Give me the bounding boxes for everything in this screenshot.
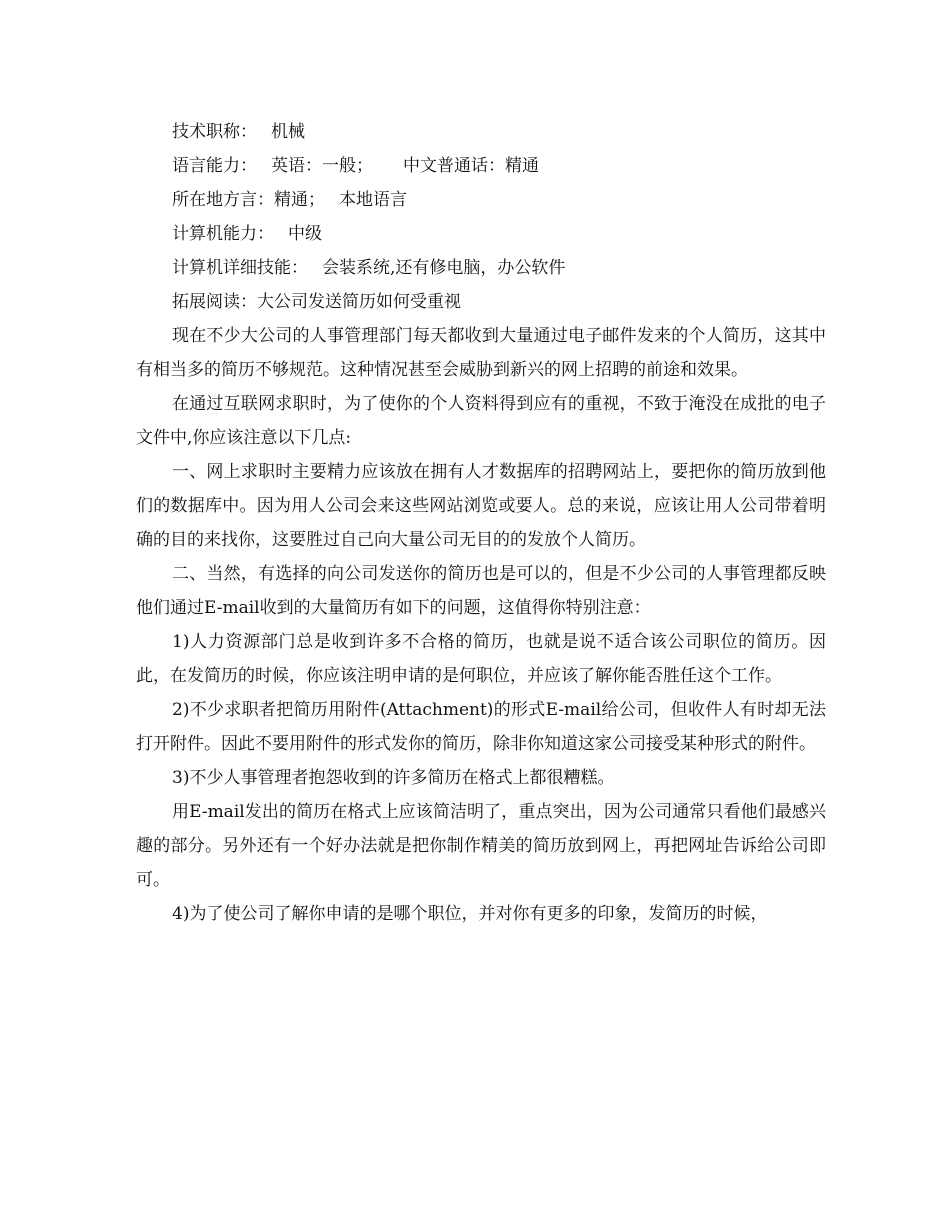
paragraph: 一、网上求职时主要精力应该放在拥有人才数据库的招聘网站上，要把你的简历放到他们的数据库中。因为用人公司会来这些网站浏览或要人。总的来说，应该让用人公司带着明确的目的来找你，这要胜过自己向大量公司无目的的发放个人简历。 bbox=[136, 462, 826, 550]
document-body bbox=[136, 115, 826, 931]
info-computer bbox=[136, 217, 826, 251]
paragraph: 4)为了使公司了解你申请的是哪个职位，并对你有更多的印象，发简历的时候， bbox=[172, 904, 768, 924]
skills-value: 会装系统,还有修电脑，办公软件 bbox=[322, 258, 566, 278]
dialect-value: 本地语言 bbox=[339, 190, 407, 210]
info-dialect bbox=[136, 183, 826, 217]
info-language bbox=[136, 149, 826, 183]
lang-mandarin: 中文普通话：精通 bbox=[403, 156, 539, 176]
title-label: 技术职称： bbox=[172, 122, 257, 142]
computer-value: 中级 bbox=[288, 224, 322, 244]
title-value: 机械 bbox=[271, 122, 305, 142]
computer-label: 计算机能力： bbox=[172, 224, 274, 244]
lang-label: 语言能力： bbox=[172, 156, 257, 176]
info-title bbox=[136, 115, 826, 149]
paragraph: 2)不少求职者把简历用附件(Attachment)的形式E-mail给公司，但收件人有时却无法打开附件。因此不要用附件的形式发你的简历，除非你知道这家公司接受某种形式的附件。 bbox=[136, 700, 826, 754]
paragraph: 1)人力资源部门总是收到许多不合格的简历，也就是说不适合该公司职位的简历。因此，在发简历的时候，你应该注明申请的是何职位，并应该了解你能否胜任这个工作。 bbox=[136, 632, 826, 686]
lang-english: 英语：一般； bbox=[271, 156, 373, 176]
skills-label: 计算机详细技能： bbox=[172, 258, 308, 278]
paragraph: 二、当然，有选择的向公司发送你的简历也是可以的，但是不少公司的人事管理都反映他们通过E-mail收到的大量简历有如下的问题，这值得你特别注意： bbox=[136, 564, 826, 618]
info-skills bbox=[136, 251, 826, 285]
paragraph: 用E-mail发出的简历在格式上应该简洁明了，重点突出，因为公司通常只看他们最感兴趣的部分。另外还有一个好办法就是把你制作精美的简历放到网上，再把网址告诉给公司即可。 bbox=[136, 802, 826, 890]
paragraph: 在通过互联网求职时，为了使你的个人资料得到应有的重视，不致于淹没在成批的电子文件中,你应该注意以下几点: bbox=[136, 394, 826, 448]
paragraph: 现在不少大公司的人事管理部门每天都收到大量通过电子邮件发来的个人简历，这其中有相当多的简历不够规范。这种情况甚至会威胁到新兴的网上招聘的前途和效果。 bbox=[136, 326, 826, 380]
extended-reading: 拓展阅读：大公司发送简历如何受重视 bbox=[172, 292, 461, 312]
paragraph: 3)不少人事管理者抱怨收到的许多简历在格式上都很糟糕。 bbox=[172, 768, 615, 788]
dialect-label: 所在地方言：精通； bbox=[172, 190, 325, 210]
